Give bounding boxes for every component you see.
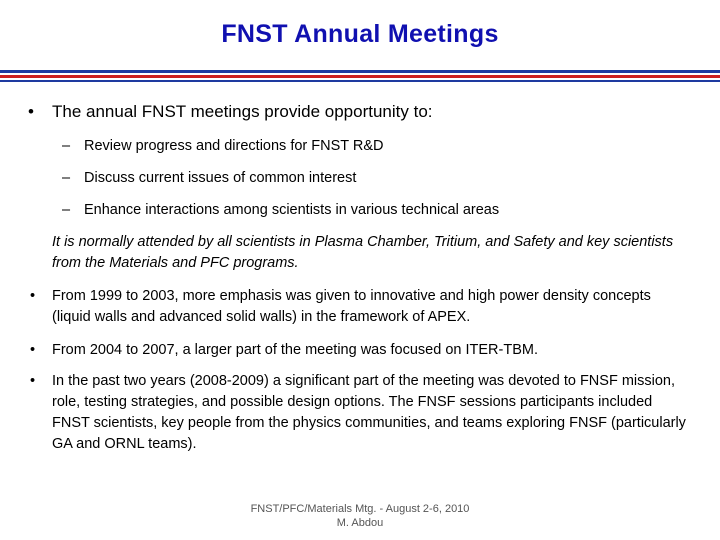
slide-title: FNST Annual Meetings bbox=[221, 20, 499, 48]
sub-item bbox=[62, 202, 499, 218]
bullet-text: From 2004 to 2007, a larger part of the meeting was focused on ITER-TBM. bbox=[52, 342, 538, 358]
sub-item-text: Enhance interactions among scientists in various technical areas bbox=[84, 202, 500, 218]
dash-icon: – bbox=[62, 170, 71, 186]
sub-item bbox=[62, 170, 356, 186]
bullet-text: From 1999 to 2003, more emphasis was given to innovative and high power density concepts (liquid walls and advanced solid walls) in the framework of APEX. bbox=[52, 288, 651, 325]
footer-author: M. Abdou bbox=[336, 517, 384, 529]
sub-item bbox=[62, 138, 384, 154]
bullet-icon: • bbox=[30, 342, 36, 358]
bullet-icon: • bbox=[28, 102, 34, 121]
sub-item-text: Review progress and directions for FNST R&D bbox=[84, 138, 384, 154]
bullet-icon: • bbox=[30, 373, 36, 389]
bullet-text: In the past two years (2008-2009) a significant part of the meeting was devoted to FNSF mission, role, testing strategies, and possible design options. The FNSF sessions participants included FNST scientists, key people from the physics communities, and teams exploring FNSF (particularly GA and ORNL teams). bbox=[52, 373, 686, 452]
attendance-note: It is normally attended by all scientists in Plasma Chamber, Tritium, and Safety and key scientists from the Materials and PFC programs. bbox=[52, 234, 674, 271]
footer-meeting: FNST/PFC/Materials Mtg. - August 2-6, 2010 bbox=[250, 503, 470, 515]
header-rule-red bbox=[0, 75, 720, 78]
intro-text: The annual FNST meetings provide opportunity to: bbox=[52, 102, 433, 121]
dash-icon: – bbox=[62, 202, 71, 218]
header-rule-blue-bottom bbox=[0, 80, 720, 82]
slide-footer bbox=[200, 502, 520, 530]
dash-icon: – bbox=[62, 138, 71, 154]
header-rule-blue-top bbox=[0, 70, 720, 73]
sub-item-text: Discuss current issues of common interest bbox=[84, 170, 357, 186]
bullet-icon: • bbox=[30, 288, 36, 304]
